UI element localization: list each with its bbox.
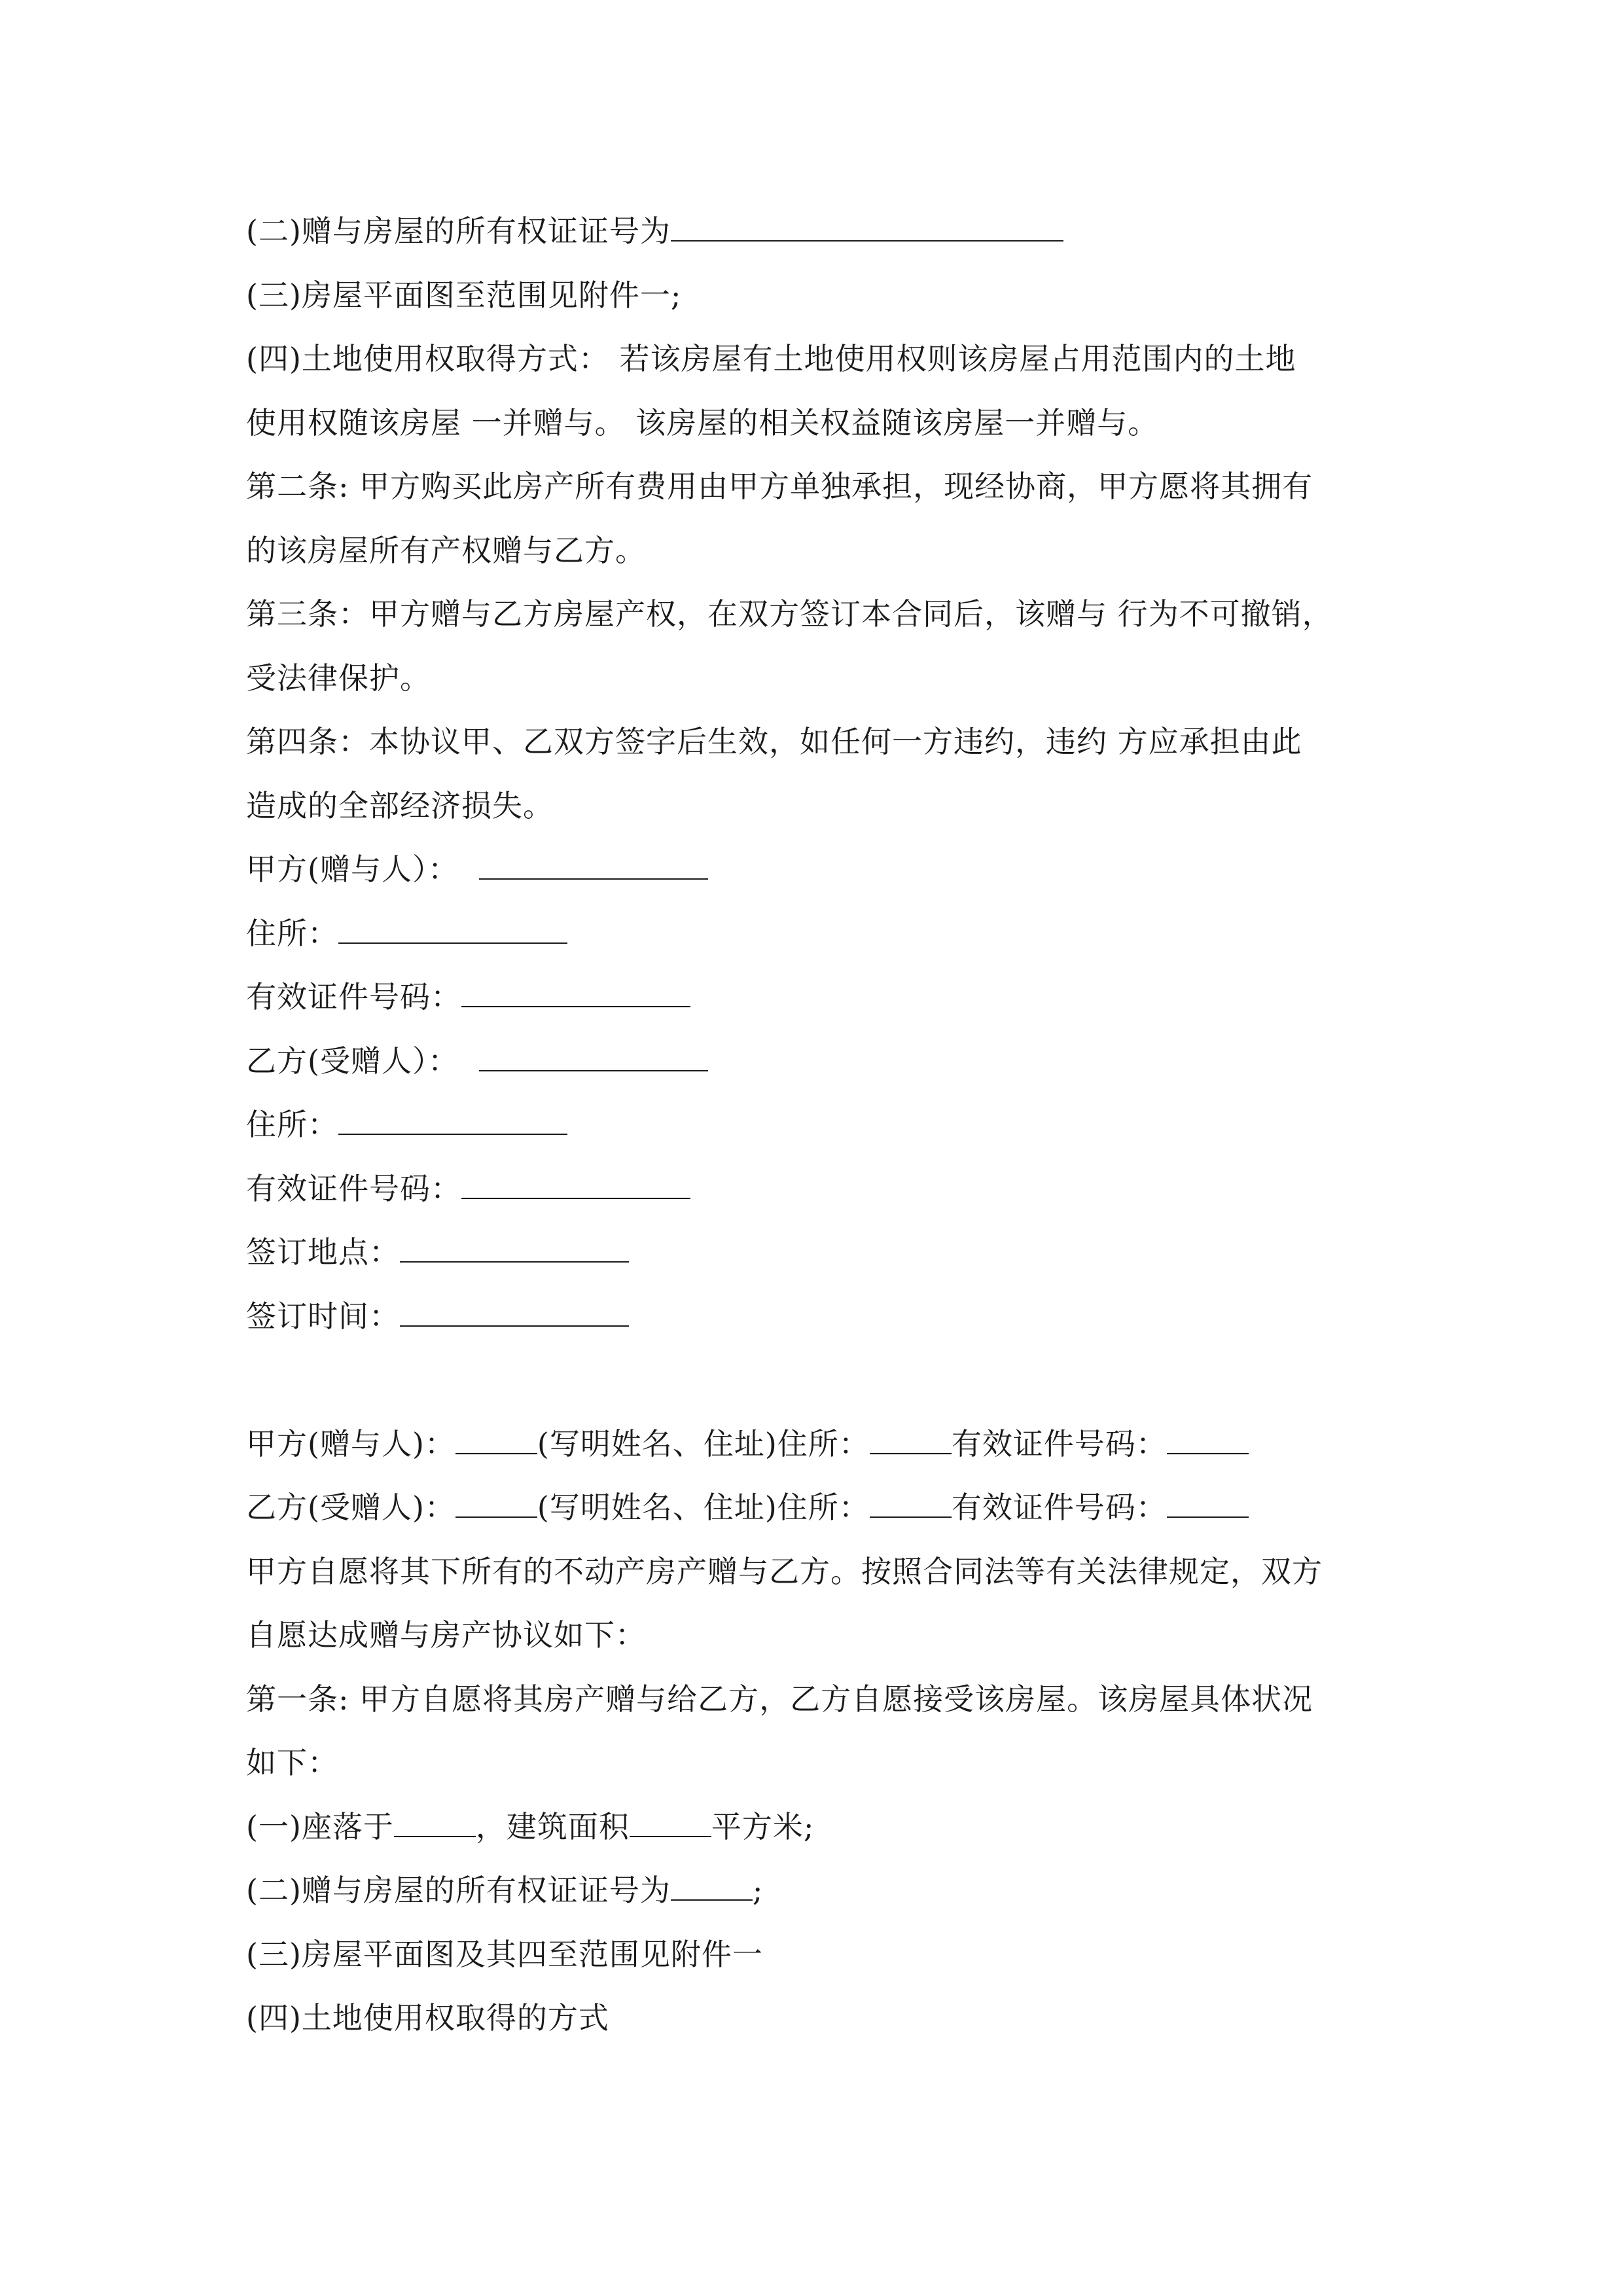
label: 签订时间：	[246, 1298, 400, 1334]
text: (四)土地使用权取得方式： 若该房屋有土地使用权则该房屋占用范围内的土地	[246, 341, 1296, 376]
text-line	[246, 1923, 1398, 1987]
label: 乙方(受赠人)：	[246, 1490, 455, 1525]
fill-in-blank	[461, 1172, 690, 1199]
fill-in-blank	[394, 1810, 476, 1837]
text: 使用权随该房屋 一并赠与。 该房屋的相关权益随该房屋一并赠与。	[246, 404, 1159, 440]
fill-in-blank	[671, 1873, 753, 1901]
text-line	[246, 327, 1398, 391]
fill-in-blank	[870, 1427, 952, 1454]
text-line	[246, 1986, 1398, 2051]
label: (写明姓名、住址)住所：	[537, 1426, 870, 1462]
text-line	[246, 1540, 1398, 1604]
fill-in-blank	[461, 980, 690, 1007]
text-line	[246, 1859, 1398, 1923]
text: 第一条: 甲方自愿将其房产赠与给乙方，乙方自愿接受该房屋。该房屋具体状况	[246, 1681, 1313, 1717]
text-line	[246, 455, 1398, 519]
fill-in-blank	[455, 1427, 537, 1454]
signature-line	[246, 1285, 1398, 1349]
text: 第二条: 甲方购买此房产所有费用由甲方单独承担，现经协商，甲方愿将其拥有	[246, 469, 1313, 504]
signature-line	[246, 1030, 1398, 1094]
label: 住所：	[246, 915, 338, 951]
label: 甲方(赠与人）：	[246, 852, 459, 887]
fill-in-blank	[870, 1490, 952, 1518]
text-line	[246, 1668, 1398, 1732]
text-line	[246, 391, 1398, 456]
text-line	[246, 1604, 1398, 1668]
fill-in-blank	[338, 916, 567, 944]
text-line	[246, 264, 1398, 328]
text: 第四条：本协议甲、乙双方签字后生效，如任何一方违约，违约 方应承担由此	[246, 724, 1302, 759]
signature-line	[246, 1093, 1398, 1157]
signature-line	[246, 965, 1398, 1030]
paragraph-gap	[246, 1348, 1398, 1412]
text-line	[246, 583, 1398, 647]
text: 甲方自愿将其下所有的不动产房产赠与乙方。按照合同法等有关法律规定，双方	[246, 1553, 1323, 1589]
fill-in-blank	[479, 852, 708, 880]
fill-in-blank	[1167, 1427, 1249, 1454]
signature-line	[246, 1221, 1398, 1285]
fill-in-blank	[455, 1490, 537, 1518]
text: 平方米;	[711, 1808, 815, 1844]
text: 的该房屋所有产权赠与乙方。	[246, 532, 646, 568]
label: 有效证件号码：	[246, 1170, 461, 1206]
document-body	[246, 200, 1398, 2051]
text: 造成的全部经济损失。	[246, 787, 554, 823]
signature-line	[246, 838, 1398, 902]
fill-in-blank	[479, 1044, 708, 1071]
signature-line	[246, 1157, 1398, 1221]
fill-in-blank	[400, 1299, 629, 1327]
text: ;	[752, 1873, 764, 1908]
text: (三)房屋平面图至范围见附件一;	[246, 277, 682, 313]
text: 自愿达成赠与房产协议如下：	[246, 1617, 646, 1653]
label: 签订地点：	[246, 1234, 400, 1270]
label: 有效证件号码：	[246, 979, 461, 1014]
fill-in-blank	[1167, 1490, 1249, 1518]
fill-in-blank	[671, 214, 1063, 242]
text: (一)座落于	[246, 1808, 394, 1844]
party-line	[246, 1476, 1398, 1540]
text: 第三条：甲方赠与乙方房屋产权，在双方签订本合同后，该赠与 行为不可撤销，	[246, 596, 1333, 632]
text: 如下：	[246, 1745, 338, 1780]
party-line	[246, 1412, 1398, 1477]
label: 有效证件号码：	[951, 1426, 1167, 1462]
fill-in-blank	[338, 1107, 567, 1135]
text: 受法律保护。	[246, 660, 431, 696]
text: (二)赠与房屋的所有权证证号为	[246, 213, 671, 249]
signature-line	[246, 902, 1398, 966]
text-line	[246, 647, 1398, 711]
text-line	[246, 1795, 1398, 1859]
fill-in-blank	[400, 1235, 629, 1263]
text-line	[246, 1731, 1398, 1795]
text: ，建筑面积	[475, 1808, 630, 1844]
label: 甲方(赠与人)：	[246, 1426, 455, 1462]
text: (二)赠与房屋的所有权证证号为	[246, 1873, 671, 1908]
label: 乙方(受赠人）：	[246, 1043, 459, 1079]
text: (三)房屋平面图及其四至范围见附件一	[246, 1936, 763, 1972]
fill-in-blank	[630, 1810, 711, 1837]
text-line	[246, 710, 1398, 774]
text: (四)土地使用权取得的方式	[246, 2000, 609, 2036]
label: 住所：	[246, 1107, 338, 1142]
text-line	[246, 774, 1398, 838]
text-line	[246, 519, 1398, 583]
label: (写明姓名、住址)住所：	[537, 1490, 870, 1525]
text-line	[246, 200, 1398, 264]
label: 有效证件号码：	[951, 1490, 1167, 1525]
